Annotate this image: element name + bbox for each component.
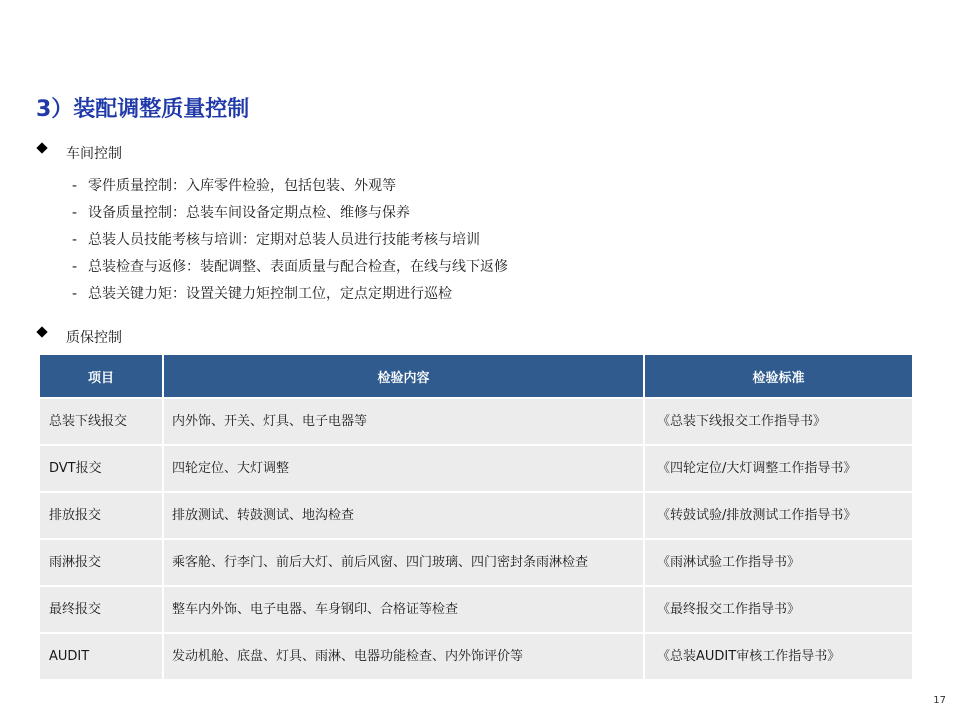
dash-icon: - <box>72 232 78 248</box>
table-row <box>40 446 912 493</box>
list-item-text: 总装人员技能考核与培训：定期对总装人员进行技能考核与培训 <box>88 232 480 248</box>
cell-item: 雨淋报交 <box>40 540 164 587</box>
section-label: 车间控制 <box>66 146 122 162</box>
page-title: 3）装配调整质量控制 <box>36 97 250 122</box>
cell-content: 内外饰、开关、灯具、电子电器等 <box>164 399 645 446</box>
diamond-bullet-icon <box>36 142 47 153</box>
list-item-text: 设备质量控制：总装车间设备定期点检、维修与保养 <box>88 205 410 221</box>
cell-standard: 《总装下线报交工作指导书》 <box>645 399 912 446</box>
table-row <box>40 399 912 446</box>
cell-item: AUDIT <box>40 634 164 681</box>
cell-content: 四轮定位、大灯调整 <box>164 446 645 493</box>
cell-item: 排放报交 <box>40 493 164 540</box>
cell-content: 发动机舱、底盘、灯具、雨淋、电器功能检查、内外饰评价等 <box>164 634 645 681</box>
cell-content: 排放测试、转鼓测试、地沟检查 <box>164 493 645 540</box>
list-item-text: 总装检查与返修：装配调整、表面质量与配合检查，在线与线下返修 <box>88 259 508 275</box>
section-quality-control <box>38 327 122 347</box>
section-label: 质保控制 <box>66 330 122 346</box>
dash-icon: - <box>72 178 78 194</box>
table-row <box>40 493 912 540</box>
list-item-text: 总装关键力矩：设置关键力矩控制工位，定点定期进行巡检 <box>88 286 452 302</box>
header-content: 检验内容 <box>164 355 645 399</box>
page-number: 17 <box>933 695 946 706</box>
cell-item: DVT报交 <box>40 446 164 493</box>
cell-standard: 《雨淋试验工作指导书》 <box>645 540 912 587</box>
inspection-table <box>40 355 912 681</box>
cell-standard: 《四轮定位/大灯调整工作指导书》 <box>645 446 912 493</box>
list-item <box>72 203 508 230</box>
dash-icon: - <box>72 259 78 275</box>
table-row <box>40 587 912 634</box>
dash-icon: - <box>72 286 78 302</box>
table-row <box>40 540 912 587</box>
table-row <box>40 634 912 681</box>
cell-item: 总装下线报交 <box>40 399 164 446</box>
cell-standard: 《转鼓试验/排放测试工作指导书》 <box>645 493 912 540</box>
cell-standard: 《总装AUDIT审核工作指导书》 <box>645 634 912 681</box>
workshop-control-list <box>72 176 508 311</box>
cell-item: 最终报交 <box>40 587 164 634</box>
cell-content: 乘客舱、行李门、前后大灯、前后风窗、四门玻璃、四门密封条雨淋检查 <box>164 540 645 587</box>
table-header-row <box>40 355 912 399</box>
section-workshop-control <box>38 143 122 163</box>
list-item <box>72 284 508 311</box>
dash-icon: - <box>72 205 78 221</box>
diamond-bullet-icon <box>36 326 47 337</box>
cell-standard: 《最终报交工作指导书》 <box>645 587 912 634</box>
list-item <box>72 257 508 284</box>
header-item: 项目 <box>40 355 164 399</box>
list-item <box>72 230 508 257</box>
header-standard: 检验标准 <box>645 355 912 399</box>
list-item-text: 零件质量控制：入库零件检验，包括包装、外观等 <box>88 178 396 194</box>
list-item <box>72 176 508 203</box>
cell-content: 整车内外饰、电子电器、车身钢印、合格证等检查 <box>164 587 645 634</box>
